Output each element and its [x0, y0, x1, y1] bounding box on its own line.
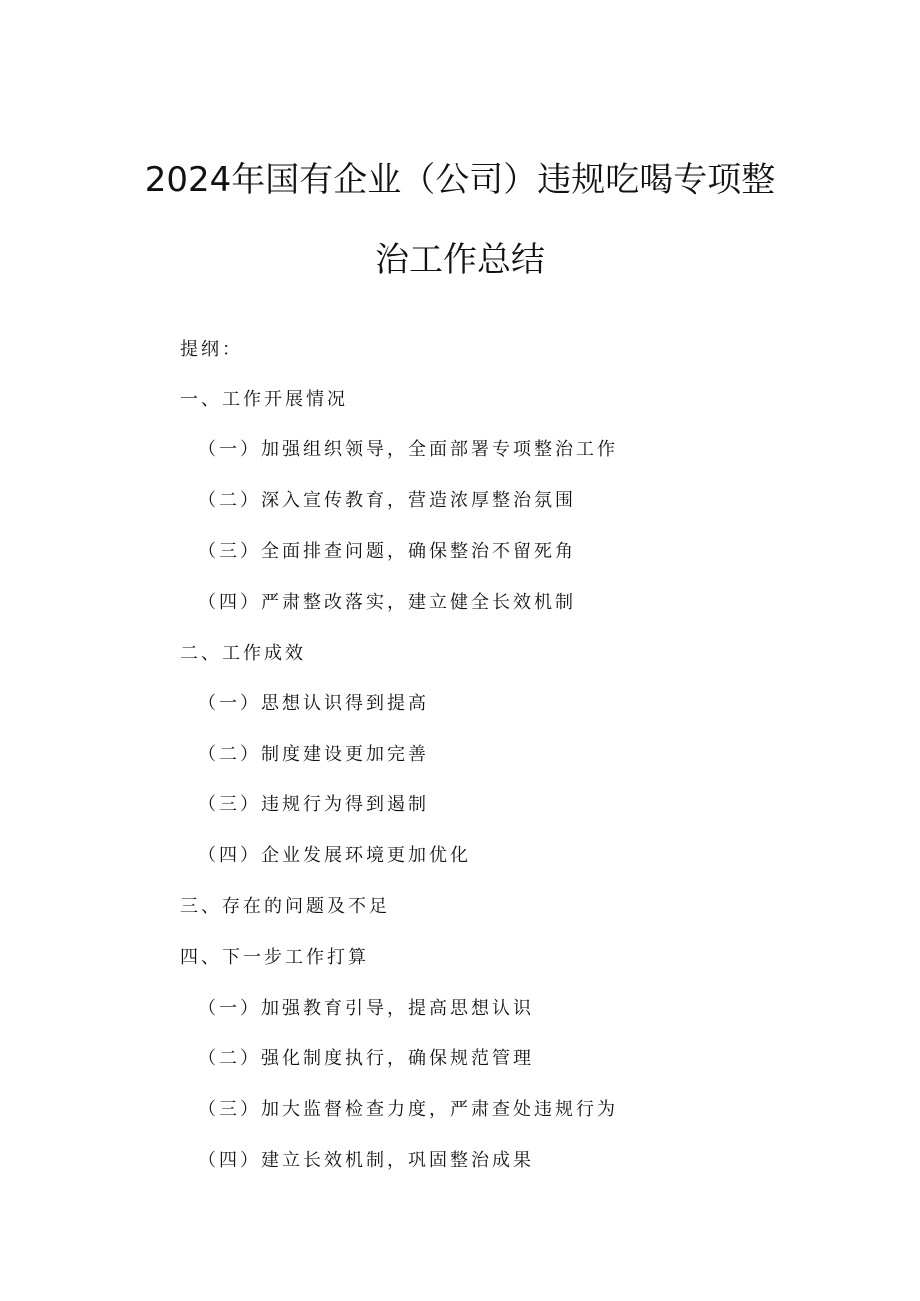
outline-item: （二）深入宣传教育，营造浓厚整治氛围	[198, 490, 576, 511]
document-title-line-1: 2024年国有企业（公司）违规吃喝专项整	[144, 160, 776, 200]
outline-item: （三）全面排查问题，确保整治不留死角	[198, 541, 576, 562]
outline-item: （三）加大监督检查力度，严肃查处违规行为	[198, 1099, 618, 1120]
outline-item: （一）加强组织领导，全面部署专项整治工作	[198, 439, 618, 460]
document-title-line-2: 治工作总结	[375, 240, 545, 280]
outline-item: （一）思想认识得到提高	[198, 693, 429, 714]
outline-item: （四）企业发展环境更加优化	[198, 845, 471, 866]
outline-item: （二）制度建设更加完善	[198, 744, 429, 765]
outline-item: （四）严肃整改落实，建立健全长效机制	[198, 592, 576, 613]
section-heading: 一、工作开展情况	[180, 389, 348, 410]
section-heading: 四、下一步工作打算	[180, 947, 369, 968]
outline-item: （二）强化制度执行，确保规范管理	[198, 1048, 534, 1069]
outline-item: （三）违规行为得到遏制	[198, 794, 429, 815]
section-heading: 二、工作成效	[180, 643, 306, 664]
outline-label: 提纲：	[180, 339, 243, 360]
outline-item: （一）加强教育引导，提高思想认识	[198, 998, 534, 1019]
outline-item: （四）建立长效机制，巩固整治成果	[198, 1150, 534, 1171]
section-heading: 三、存在的问题及不足	[180, 896, 390, 917]
